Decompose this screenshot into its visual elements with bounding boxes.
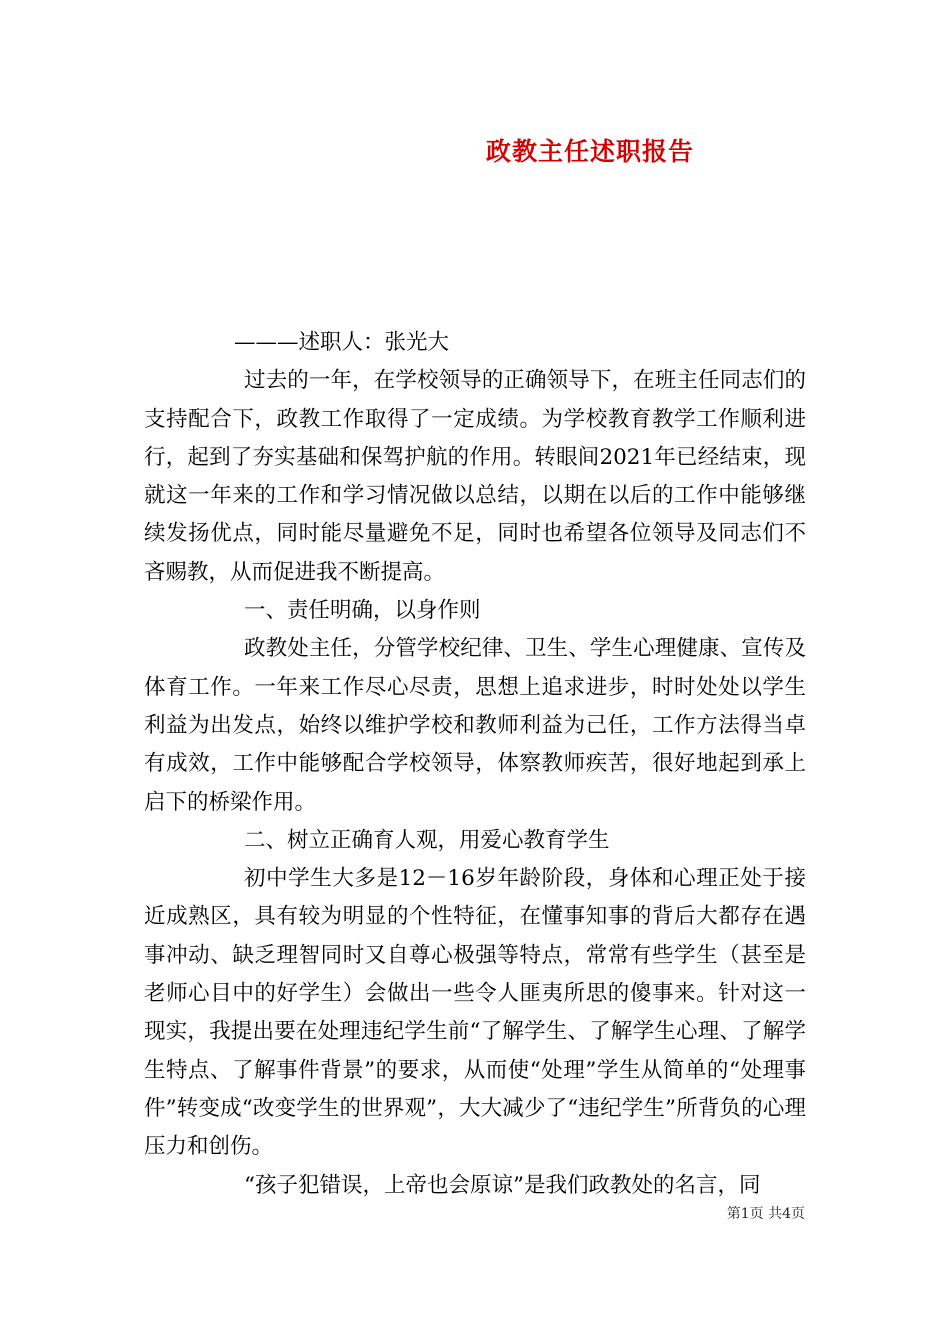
paragraph-section-2: 初中学生大多是12－16岁年龄阶段，身体和心理正处于接近成熟区，具有较为明显的个性特征，在懂事知事的背后大都存在遇事冲动、缺乏理智同时又自尊心极强等特点，常常有些学生（甚至是老师心目中的好学生）会做出一些令人匪夷所思的傻事来。针对这一现实，我提出要在处理违纪学生前“了解学生、了解学生心理、了解学生特点、了解事件背景”的要求，从而使“处理”学生从简单的“处理事件”转变成“改变学生的世界观”，大大减少了“违纪学生”所背负的心理压力和创伤。 xyxy=(144,866,806,1160)
paragraph-intro: 过去的一年，在学校领导的正确领导下，在班主任同志们的支持配合下，政教工作取得了一定成绩。为学校教育教学工作顺利进行，起到了夯实基础和保驾护航的作用。转眼间2021年已经结束，现就这一年来的工作和学习情况做以总结，以期在以后的工作中能够继续发扬优点，同时能尽量避免不足，同时也希望各位领导及同志们不吝赐教，从而促进我不断提高。 xyxy=(144,368,806,585)
byline: ———述职人：张光大 xyxy=(234,330,450,355)
section-heading-1: 一、责任明确，以身作则 xyxy=(244,598,481,624)
document-title: 政教主任述职报告 xyxy=(485,137,694,166)
paragraph-quote: “孩子犯错误，上帝也会原谅”是我们政教处的名言，同 xyxy=(244,1172,761,1198)
document-body xyxy=(144,324,806,1205)
paragraph-section-1: 政教处主任，分管学校纪律、卫生、学生心理健康、宣传及体育工作。一年来工作尽心尽责，思想上追求进步，时时处处以学生利益为出发点，始终以维护学校和教师利益为己任，工作方法得当卓有成效，工作中能够配合学校领导，体察教师疾苦，很好地起到承上启下的桥梁作用。 xyxy=(144,636,806,815)
page-number: 第1页 共4页 xyxy=(726,1206,805,1222)
section-heading-2: 二、树立正确育人观，用爱心教育学生 xyxy=(244,827,610,853)
